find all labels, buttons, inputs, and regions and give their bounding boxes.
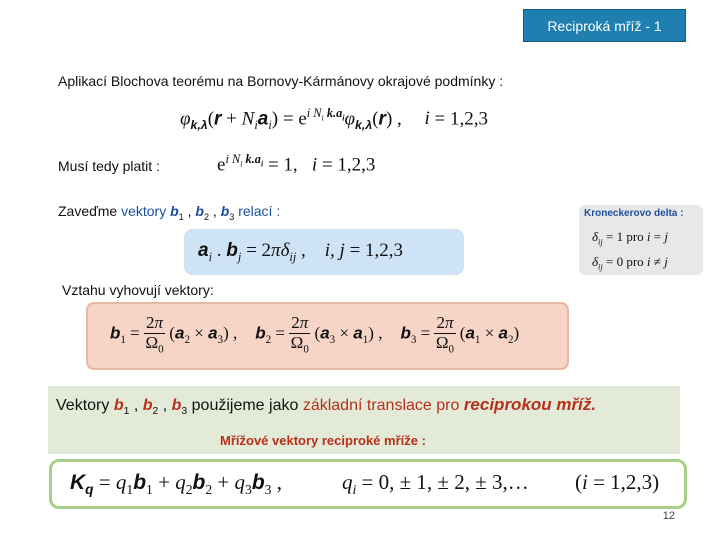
satisfy-label: Vztahu vyhovují vektory: — [62, 282, 214, 298]
kronecker-title: Kroneckerovo delta : — [584, 208, 684, 219]
introduce-prefix: Zaveďme — [58, 203, 118, 219]
k-equation: $K_q = q_1b_1 + q_2b_2 + q_3b_3$ , — [70, 470, 282, 498]
kronecker-line-1: $\delta_{ij} = 1$ pro i = j — [592, 229, 669, 247]
bloch-equation: $\varphi_{k,\lambda}(r + N_ia_i) = e^{i N_i k.a_i}\varphi_{k,\lambda}(r)$ , i = 1,2,3 — [180, 106, 489, 133]
usage-basic: základní translace pro — [302, 397, 460, 414]
page-number: 12 — [662, 510, 675, 522]
b3-definition: $b_3$ = $\frac{2\pi}{\Omega_0}$ $(a_1 \times a_2)$ — [400, 313, 520, 356]
usage-line: Vektory $b_1$ , $b_2$ , $b_3$ použijeme jako základní translace pro reciprokou mříž. — [56, 395, 597, 418]
intro-text: Aplikací Blochova teorému na Bornovy-Kármánovy okrajové podmínky : — [58, 73, 504, 89]
relation-equation: $a_i$ . $b_j = 2\pi\delta_{ij}$ , i, j = 1,2,3 — [198, 240, 404, 264]
introduce-suffix: relací : — [238, 203, 281, 219]
b1-definition: $b_1$ = $\frac{2\pi}{\Omega_0}$ $(a_2 \times a_3)$ , — [110, 313, 238, 356]
kronecker-line-2: $\delta_{ij} = 0$ pro i ≠ j — [592, 254, 668, 272]
b2-definition: $b_2$ = $\frac{2\pi}{\Omega_0}$ $(a_3 \times a_1)$ , — [255, 313, 383, 356]
slide-title: Reciproká mříž - 1 — [523, 9, 686, 42]
lattice-label: Mřížové vektory reciproké mříže : — [220, 433, 426, 448]
k-condition: $q_i = 0$, ± 1, ± 2, ± 3,… — [342, 470, 529, 498]
introduce-line: Zaveďme vektory $b_1$ , $b_2$ , $b_3$ relací : — [58, 203, 281, 222]
k-range: (i = 1,2,3) — [575, 470, 660, 494]
usage-emphasis: reciprokou mříž. — [463, 395, 597, 414]
usage-mid: použijeme jako — [191, 397, 299, 414]
must-label: Musí tedy platit : — [58, 158, 160, 174]
usage-prefix: Vektory — [56, 397, 110, 414]
introduce-vectors-word: vektory — [121, 203, 167, 219]
b-vectors-equation — [110, 314, 519, 355]
must-equation: $e^{i N_i k.a_i} = 1$, i = 1,2,3 — [217, 152, 376, 176]
